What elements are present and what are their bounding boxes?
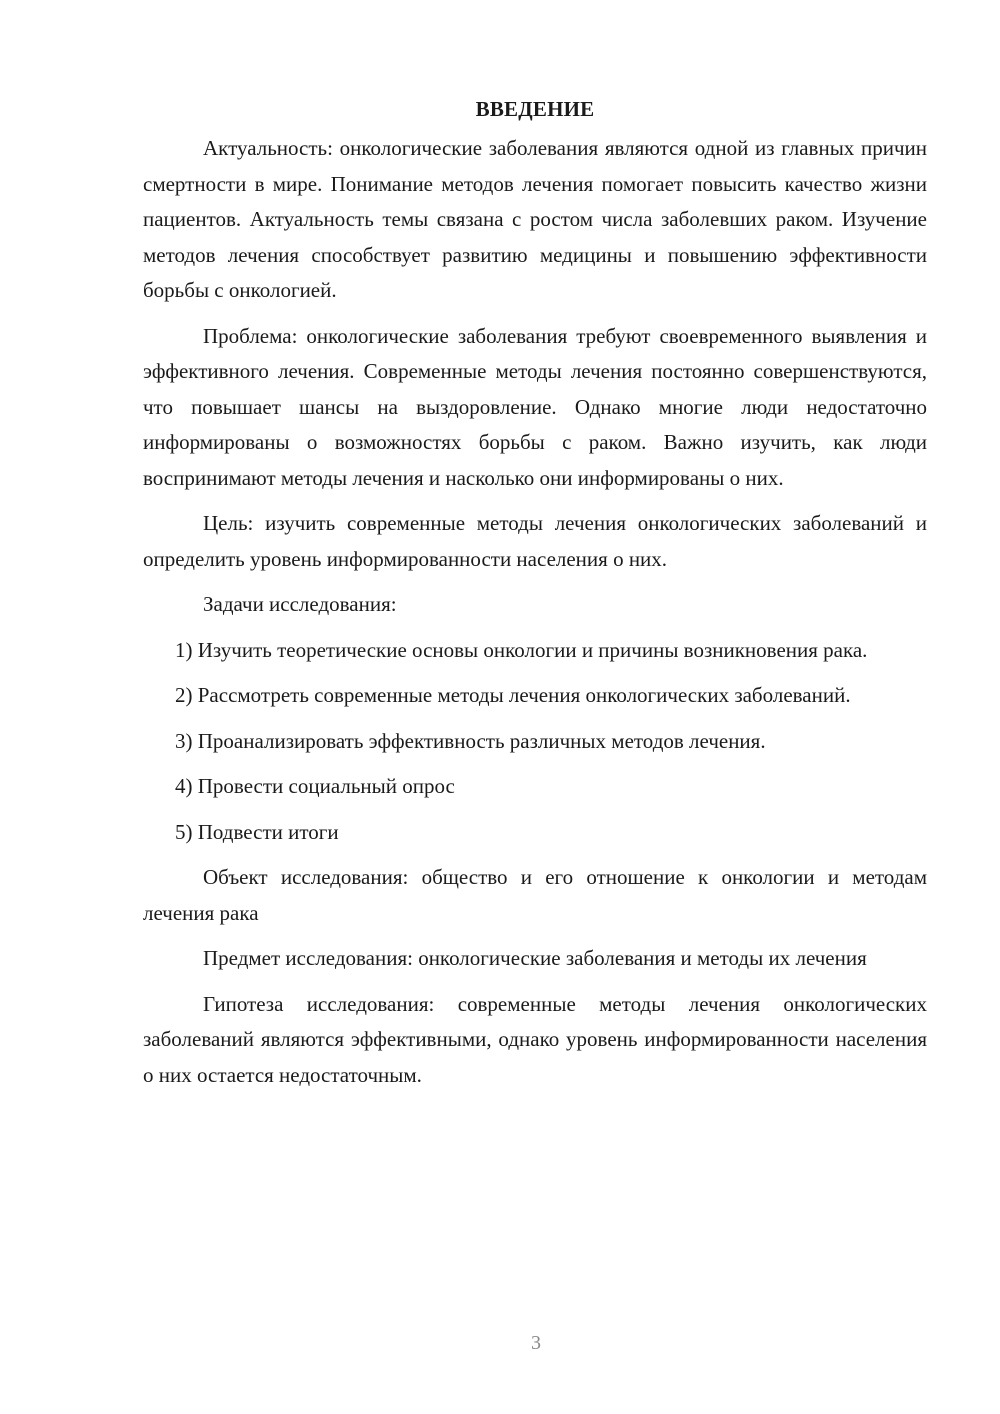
paragraph-goal: Цель: изучить современные методы лечения онкологических заболеваний и определить уровень информированности населения о них. <box>143 511 927 571</box>
paragraph-problem: Проблема: онкологические заболевания требуют своевременного выявления и эффективного лечения. Современные методы лечения постоянно совершенствуются, что повышает шансы на выздоровление. Однако многие люди недостаточно информированы о возможностях борьбы с раком. Важно изучить, как люди воспринимают методы лечения и насколько они информированы о них. <box>143 323 927 490</box>
task-list <box>143 633 927 851</box>
task-item-2: 2) Рассмотреть современные методы лечения онкологических заболеваний. <box>175 683 851 707</box>
tasks-heading: Задачи исследования: <box>203 592 397 616</box>
paragraph-subject: Предмет исследования: онкологические заболевания и методы их лечения <box>203 946 867 970</box>
section-title: ВВЕДЕНИЕ <box>475 97 595 121</box>
paragraph-hypothesis: Гипотеза исследования: современные методы лечения онкологических заболеваний являются эффективными, однако уровень информированности населения о них остается недостаточным. <box>143 991 927 1087</box>
task-item-1: 1) Изучить теоретические основы онкологии и причины возникновения рака. <box>175 637 868 662</box>
page-number: 3 <box>531 1332 541 1354</box>
paragraph-actuality: Актуальность: онкологические заболевания являются одной из главных причин смертности в мире. Понимание методов лечения помогает повысить качество жизни пациентов. Актуальность темы связана с ростом числа заболевших раком. Изучение методов лечения способствует развитию медицины и повышению эффективности борьбы с онкологией. <box>143 136 927 302</box>
task-item-5: 5) Подвести итоги <box>175 819 339 844</box>
document-page <box>143 92 927 1103</box>
task-item-4: 4) Провести социальный опрос <box>175 774 455 798</box>
paragraph-object: Объект исследования: общество и его отношение к онкологии и методам лечения рака <box>143 865 927 925</box>
task-item-3: 3) Проанализировать эффективность различных методов лечения. <box>175 728 766 753</box>
